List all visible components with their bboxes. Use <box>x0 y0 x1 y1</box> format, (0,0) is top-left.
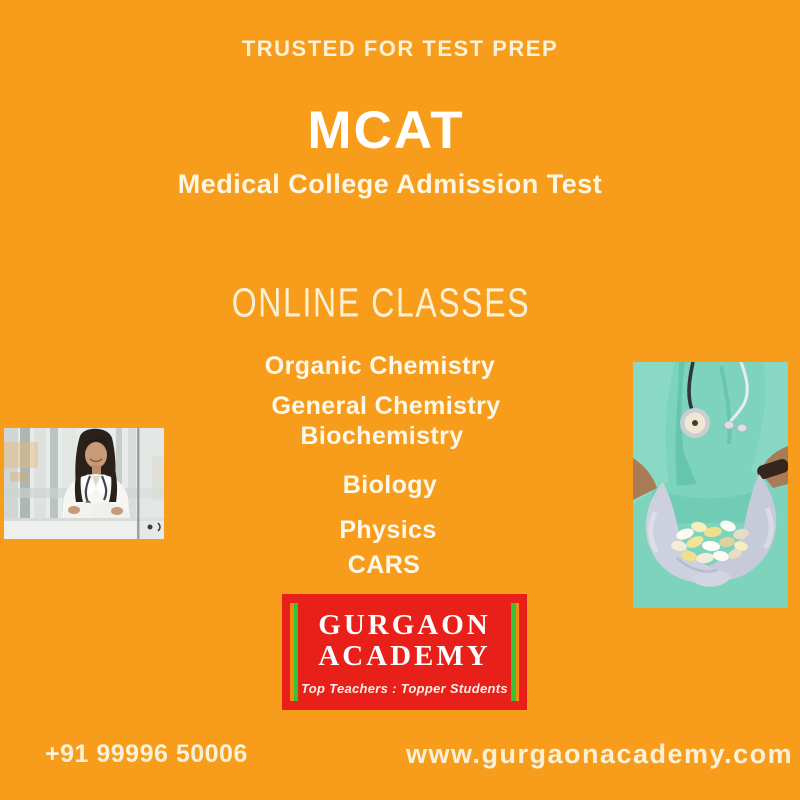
stripe-orange-bar <box>516 603 520 701</box>
contact-website: www.gurgaonacademy.com <box>406 739 794 769</box>
gurgaon-academy-logo <box>282 594 527 710</box>
logo-text-line2: ACADEMY <box>318 640 491 672</box>
contact-phone: +91 99996 50006 <box>45 740 248 768</box>
subject-item-cars: CARS <box>347 551 421 579</box>
logo-tagline: Top Teachers : Topper Students <box>301 681 508 697</box>
pills-hands-photo <box>633 362 788 608</box>
doctor-photo <box>4 428 164 539</box>
subject-item-general-chemistry: General Chemistry <box>271 392 501 420</box>
subject-item-physics: Physics <box>339 516 437 544</box>
subject-item-biology: Biology <box>342 471 438 499</box>
subject-item-organic-chemistry: Organic Chemistry <box>264 352 496 380</box>
subject-item-biochemistry: Biochemistry <box>300 422 464 450</box>
logo-text-line1: GURGAON <box>318 608 491 641</box>
logo-right-stripe <box>511 603 519 701</box>
tagline-top: TRUSTED FOR TEST PREP <box>241 36 559 61</box>
poster-title: MCAT <box>307 101 465 160</box>
doctor-photo-illustration <box>4 428 164 539</box>
poster-subtitle: Medical College Admission Test <box>177 169 603 199</box>
logo-left-stripe <box>290 603 298 701</box>
section-heading-online-classes: ONLINE CLASSES <box>231 281 531 326</box>
pills-hands-illustration <box>633 362 788 608</box>
stripe-green-bar <box>294 603 299 701</box>
